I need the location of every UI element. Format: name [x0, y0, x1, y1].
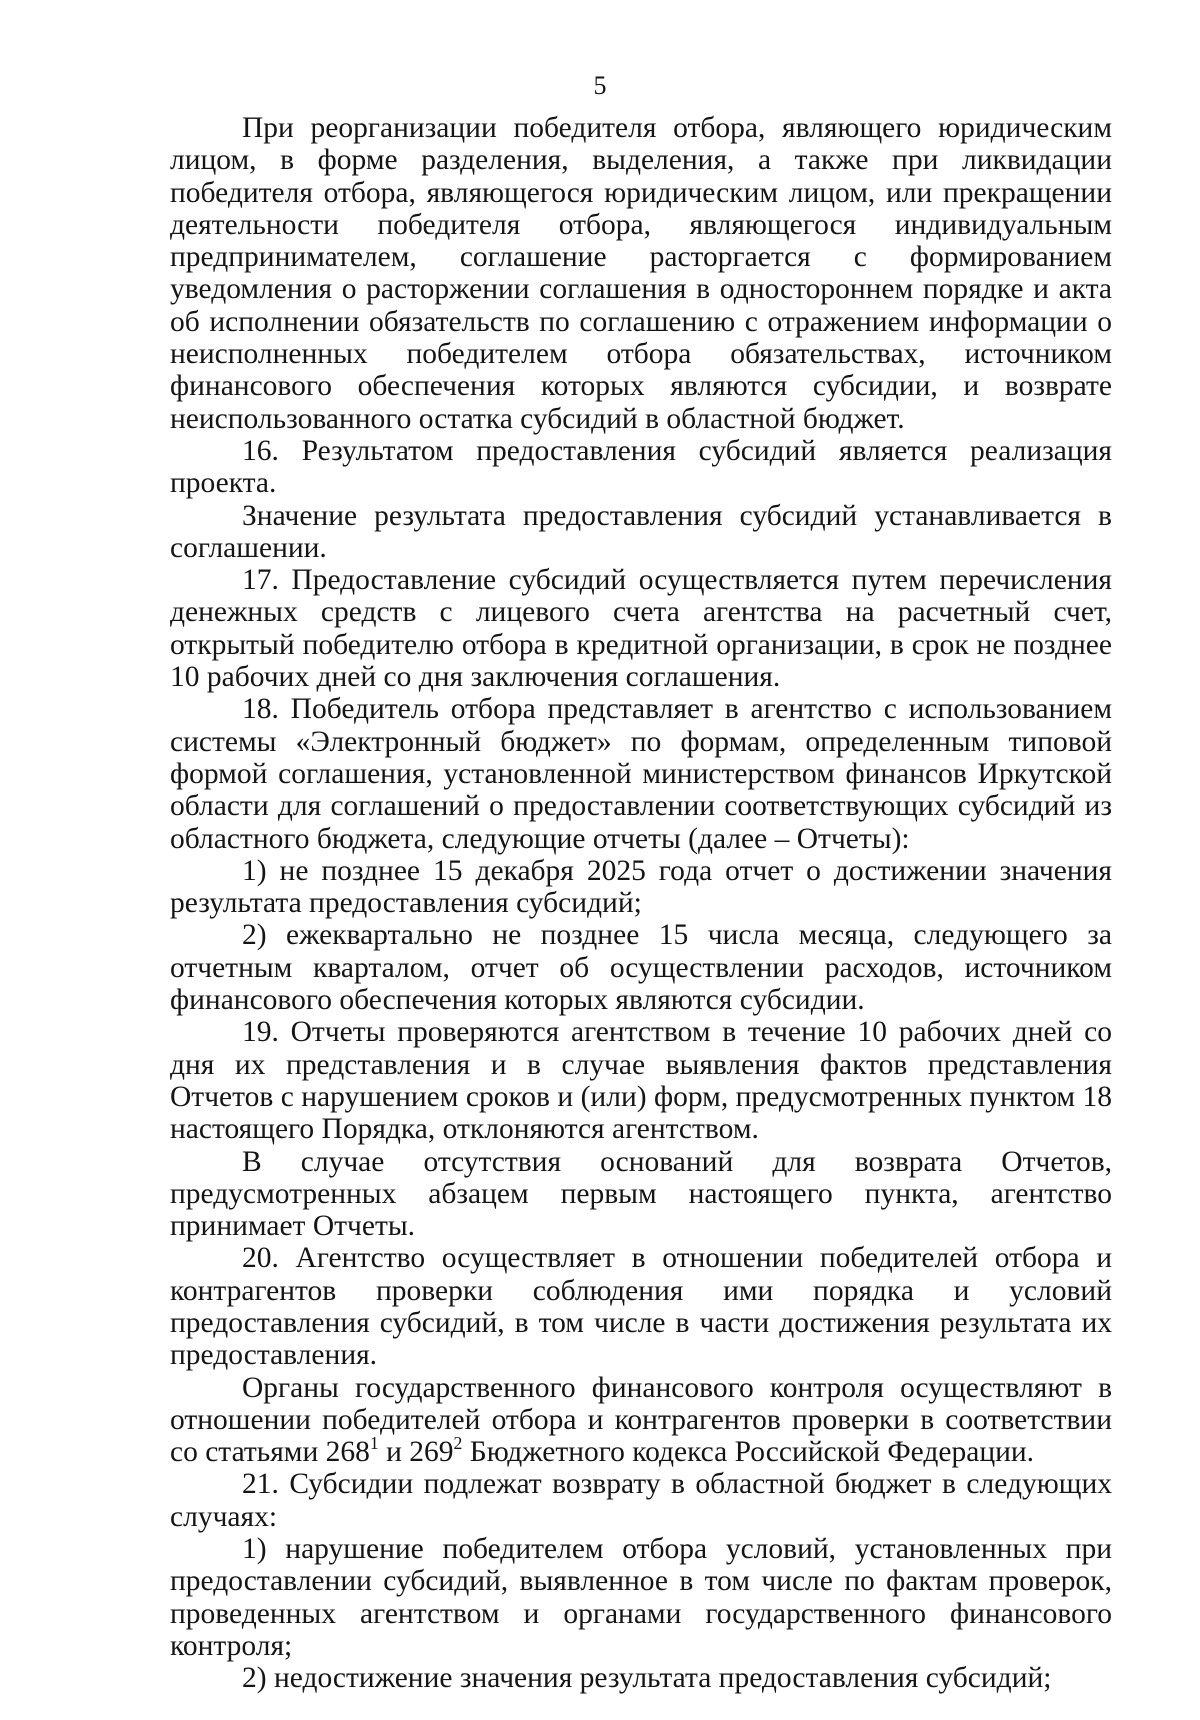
paragraph-18-item-1: 1) не позднее 15 декабря 2025 года отчет о достижении значения результата предоставления субсидий;	[170, 854, 1112, 920]
control-text-after: Бюджетного кодекса Российской Федерации.	[462, 1436, 1035, 1469]
paragraph-20-financial-control	[170, 1372, 1112, 1469]
page-number: 5	[593, 71, 607, 100]
paragraph-21-item-1: 1) нарушение победителем отбора условий, установленных при предоставлении субсидий, выявленное в том числе по фактам проверок, проведенных агентством и органами государственного финансового контроля;	[170, 1533, 1112, 1662]
paragraph-19: 19. Отчеты проверяются агентством в течение 10 рабочих дней со дня их представления и в случае выявления фактов представления Отчетов с нарушением сроков и (или) форм, предусмотренных пунктом 18 настоящего Порядка, отклоняются агентством.	[170, 1016, 1112, 1146]
paragraph-20: 20. Агентство осуществляет в отношении победителей отбора и контрагентов проверки соблюдения ими порядка и условий предоставления субсидий, в том числе в части достижения результата их предоставления.	[170, 1242, 1112, 1372]
superscript-2: 2	[453, 1432, 463, 1453]
paragraph-reorganization: При реорганизации победителя отбора, являющего юридическим лицом, в форме разделения, выделения, а также при ликвидации победителя отбора, являющегося юридическим лицом, или прекращении деятельности победителя отбора, являющегося индивидуальным предпринимателем, соглашение расторгается с формированием уведомления о расторжении соглашения в одностороннем порядке и акта об исполнении обязательств по соглашению с отражением информации о неисполненных победителем отбора обязательствах, источником финансового обеспечения которых являются субсидии, и возврате неиспользованного остатка субсидий в областной бюджет.	[170, 112, 1112, 435]
control-text-before: Органы государственного финансового контроля осуществляют в отношении победителей отбора и контрагентов проверки в соответствии со статьями 268	[170, 1371, 1112, 1469]
paragraph-16-result-value: Значение результата предоставления субсидий устанавливается в соглашении.	[170, 499, 1112, 564]
paragraph-18: 18. Победитель отбора представляет в агентство с использованием системы «Электронный бюджет» по формам, определенным типовой формой соглашения, установленной министерством финансов Иркутской области для соглашений о предоставлении соответствующих субсидий из областного бюджета, следующие отчеты (далее – Отчеты):	[170, 693, 1112, 855]
superscript-1: 1	[369, 1432, 379, 1453]
paragraph-16: 16. Результатом предоставления субсидий является реализация проекта.	[170, 434, 1112, 500]
paragraph-17: 17. Предоставление субсидий осуществляется путем перечисления денежных средств с лицевого счета агентства на расчетный счет, открытый победителю отбора в кредитной организации, в срок не позднее 10 рабочих дней со дня заключения соглашения.	[170, 564, 1112, 694]
paragraph-21: 21. Субсидии подлежат возврату в областной бюджет в следующих случаях:	[170, 1468, 1112, 1533]
paragraph-18-item-2: 2) ежеквартально не позднее 15 числа месяца, следующего за отчетным кварталом, отчет об осуществлении расходов, источником финансового обеспечения которых являются субсидии.	[170, 919, 1112, 1017]
paragraph-19-acceptance: В случае отсутствия оснований для возврата Отчетов, предусмотренных абзацем первым настоящего пункта, агентство принимает Отчеты.	[170, 1145, 1112, 1243]
paragraph-21-item-2: 2) недостижение значения результата предоставления субсидий;	[242, 1662, 1052, 1695]
document-body	[170, 112, 1112, 1695]
control-text-middle: и 269	[378, 1436, 454, 1469]
